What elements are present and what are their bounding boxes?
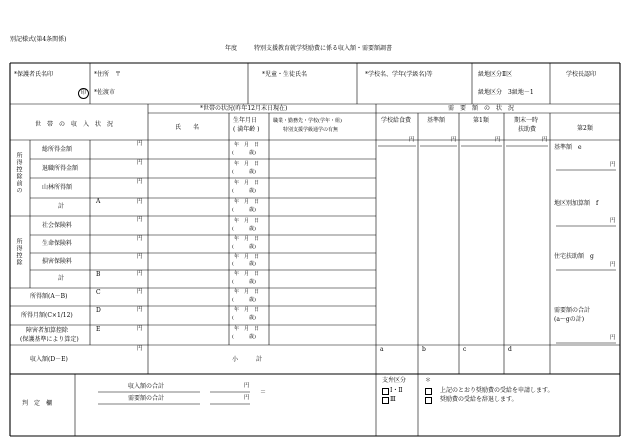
district-value: 級地区分 3級地－1: [478, 89, 534, 96]
birthdate-cell: 年 月 日: [234, 307, 260, 313]
row-label-disability-deduction: 障害者加算控除: [26, 327, 69, 334]
yen-unit: 円: [137, 199, 143, 205]
year-end-header: 期末一時: [514, 117, 539, 124]
apply-checkbox[interactable]: [425, 388, 432, 395]
birthdate-cell: 年 月 日: [234, 180, 260, 186]
birthdate-cell: 年 月 日: [234, 142, 260, 148]
yen-unit: 円: [137, 307, 143, 313]
school-grade-label: *学校名、学年(学級名)等: [365, 71, 433, 78]
special-class-column-header: 特別支援学級通学の有無: [283, 127, 339, 133]
deduction-group-label: 所得控除: [15, 238, 22, 266]
yen-unit: 円: [137, 271, 143, 277]
marker-lower-a: a: [380, 346, 384, 353]
category1-header: 第1類: [473, 117, 489, 124]
form-title: 特別支援教育就学奨励費に係る収入額・需要額調書: [254, 45, 393, 52]
yen-unit: 円: [137, 346, 143, 352]
base-amount-header: 基準額: [427, 117, 446, 124]
row-label-life-insurance: 生命保険料: [42, 240, 73, 247]
marker-d: D: [96, 307, 101, 314]
age-cell: ( 歳): [232, 297, 256, 303]
birthdate-cell: 年 月 日: [234, 161, 260, 167]
row-label-total-income: 総所得金額: [42, 146, 73, 153]
age-cell: ( 歳): [232, 226, 256, 232]
row-label-income-ab: 所得額(A－B): [30, 293, 68, 300]
household-status-heading: *世帯の状況(昨年12月末日現在): [200, 105, 288, 112]
birthdate-cell: 年 月 日: [234, 254, 260, 260]
age-cell: ( 歳): [232, 244, 256, 250]
row-label-disability-basis: (保護基準により算定): [20, 336, 79, 343]
apply-statement: 上記のとおり奨励費の受給を申請します。: [440, 387, 554, 394]
yen-unit: 円: [244, 395, 250, 401]
birthdate-column-header: 生年月日: [233, 117, 258, 124]
form-number: 別記様式(第4条関係): [10, 36, 67, 43]
age-cell: ( 歳): [232, 169, 256, 175]
category-1-2-label: Ⅰ・Ⅱ: [390, 387, 403, 394]
yen-unit: 円: [137, 160, 143, 166]
category2-header: 第2類: [577, 125, 593, 132]
birthdate-cell: 年 月 日: [234, 199, 260, 205]
guardian-seal-mark: 印: [78, 88, 89, 99]
yen-unit: 円: [610, 218, 616, 224]
base-amount-e-label: 基準額 e: [554, 144, 582, 151]
demand-total-sub-label: (a～gの計): [554, 316, 585, 323]
address-label: *住所 〒: [94, 71, 122, 78]
marker-lower-d: d: [508, 346, 512, 353]
row-label-subtotal-a: 計: [58, 203, 65, 210]
row-label-subtotal-b: 計: [58, 275, 65, 282]
category-3-checkbox[interactable]: [382, 397, 389, 404]
age-cell: ( 歳): [232, 315, 256, 321]
school-lunch-header: 学校給食費: [381, 117, 412, 124]
yen-unit: 円: [137, 236, 143, 242]
birthdate-cell: 年 月 日: [234, 236, 260, 242]
year-label: 年度: [225, 45, 238, 52]
subtotal-label: 小 計: [232, 356, 263, 363]
star-mark: ＊: [425, 377, 432, 384]
birthdate-cell: 年 月 日: [234, 326, 260, 332]
yen-unit: 円: [137, 179, 143, 185]
age-cell: ( 歳): [232, 261, 256, 267]
yen-unit: 円: [451, 137, 457, 143]
occupation-column-header: 職業・勤務先・学校(学年・組): [273, 118, 342, 124]
demand-total-label: 需要額の合計: [554, 307, 591, 314]
category-1-2-checkbox[interactable]: [382, 388, 389, 395]
yen-unit: 円: [244, 383, 250, 389]
guardian-name-label: *保護者氏名印: [14, 71, 54, 78]
birthdate-cell: 年 月 日: [234, 289, 260, 295]
decline-statement: 奨励費の受給を辞退します。: [440, 396, 518, 403]
marker-a: A: [96, 198, 101, 205]
age-cell: ( 歳): [232, 334, 256, 340]
income-total-label: 収入額の合計: [128, 383, 165, 390]
yen-unit: 円: [610, 262, 616, 268]
marker-c: C: [96, 289, 101, 296]
age-cell: ( 歳): [232, 150, 256, 156]
district-label: 級地区分Ⅱ区: [478, 71, 513, 78]
yen-unit: 円: [610, 335, 616, 341]
row-label-income-de: 収入額(D－E): [30, 356, 68, 363]
row-label-monthly-income: 所得月額(C×1/12): [21, 312, 73, 319]
principal-seal-label: 学校長認印: [566, 71, 597, 78]
payment-category-label: 支弁区分: [382, 377, 407, 384]
yen-unit: 円: [409, 137, 415, 143]
yen-unit: 円: [495, 137, 501, 143]
judgment-label: 判 定 欄: [22, 400, 53, 407]
yen-unit: 円: [137, 326, 143, 332]
demand-total-bottom-label: 需要額の合計: [128, 395, 165, 402]
marker-b: B: [96, 271, 101, 278]
marker-lower-b: b: [422, 346, 426, 353]
yen-unit: 円: [542, 137, 548, 143]
age-column-header: ( 満年齢 ): [233, 126, 260, 133]
marker-lower-c: c: [463, 346, 467, 353]
equals-sign: ＝: [260, 389, 267, 396]
demand-heading: 需 要 額 の 状 況: [448, 105, 515, 112]
row-label-retirement-income: 退職所得金額: [42, 165, 79, 172]
age-cell: ( 歳): [232, 279, 256, 285]
address-value: *佐渡市: [94, 89, 116, 96]
name-column-header: 氏 名: [175, 124, 200, 131]
age-cell: ( 歳): [232, 207, 256, 213]
birthdate-cell: 年 月 日: [234, 218, 260, 224]
row-label-damage-insurance: 損害保険料: [42, 258, 73, 265]
household-income-heading: 世 帯 の 収 入 状 況: [35, 121, 114, 128]
decline-checkbox[interactable]: [425, 397, 432, 404]
allowance-header: 扶助費: [518, 126, 537, 133]
marker-e: E: [96, 326, 101, 333]
birthdate-cell: 年 月 日: [234, 271, 260, 277]
age-cell: ( 歳): [232, 188, 256, 194]
category-3-label: Ⅲ: [390, 396, 396, 403]
regional-addition-f-label: 地区別加算額 f: [554, 200, 599, 207]
yen-unit: 円: [137, 141, 143, 147]
pre-deduction-group-label: 所得控除前の: [15, 152, 22, 194]
housing-aid-g-label: 住宅扶助額 g: [554, 253, 594, 260]
yen-unit: 円: [610, 162, 616, 168]
yen-unit: 円: [137, 289, 143, 295]
child-name-label: *児童・生徒氏名: [262, 71, 308, 78]
row-label-social-insurance: 社会保険料: [42, 222, 73, 229]
yen-unit: 円: [137, 217, 143, 223]
row-label-forest-income: 山林所得額: [42, 184, 73, 191]
yen-unit: 円: [137, 254, 143, 260]
